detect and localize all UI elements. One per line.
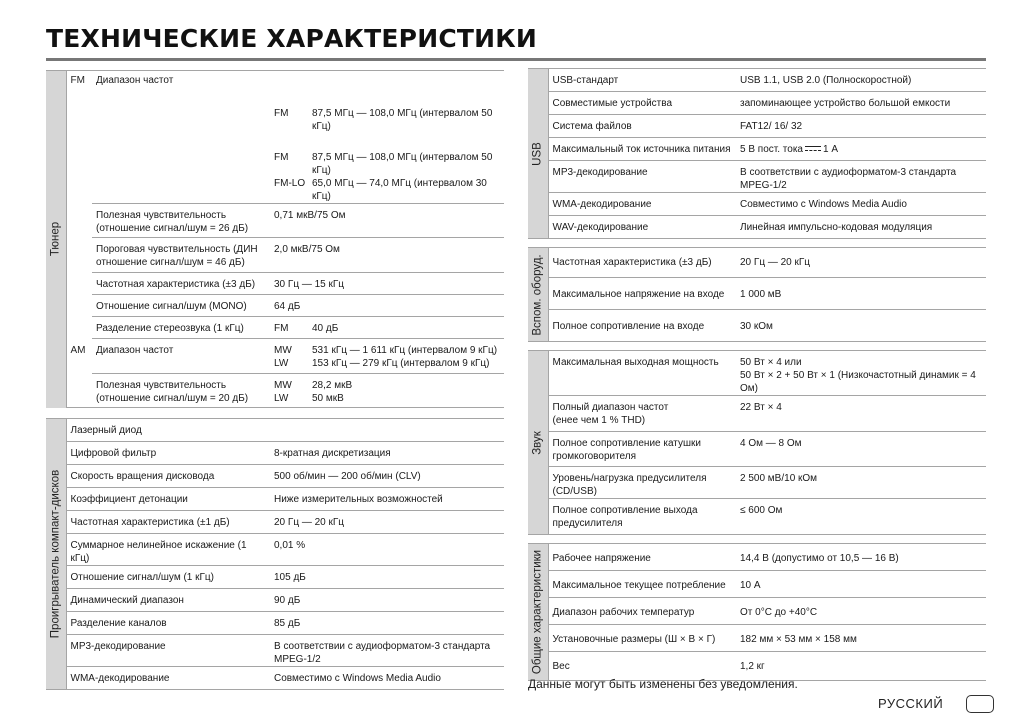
cd-group	[46, 419, 66, 690]
cd-row-label: WMA-декодирование	[66, 667, 270, 690]
usb-row-label: WMA-декодирование	[548, 193, 736, 216]
cd-row-label: Частотная характеристика (±1 дБ)	[66, 511, 270, 534]
cd-row-label: Коэффициент детонации	[66, 488, 270, 511]
full-band-value: 22 Вт × 4	[736, 396, 986, 432]
audio-group	[528, 351, 548, 535]
usb-table	[528, 68, 986, 239]
cd-row-value: 105 дБ	[270, 566, 504, 589]
aux-label: Вспом. оборуд.	[531, 253, 544, 336]
max-power-value: 50 Вт × 4 или 50 Вт × 2 + 50 Вт × 1 (Низкочастотный динамик = 4 Ом)	[736, 351, 986, 396]
full-band-label: Полный диапазон частот (енее чем 1 % THD)	[548, 396, 736, 432]
usb-row-value: USB 1.1, USB 2.0 (Полноскоростной)	[736, 69, 986, 92]
general-row-value: 182 мм × 53 мм × 158 мм	[736, 625, 986, 652]
cd-row-label: Скорость вращения дисковода	[66, 465, 270, 488]
am-freq-values: MW 531 кГц — 1 611 кГц (интервалом 9 кГц) LW 153 кГц — 279 кГц (интервалом 9 кГц)	[270, 339, 504, 373]
title-rule	[46, 58, 986, 61]
usb-row-label: WAV-декодирование	[548, 216, 736, 239]
cd-row-value: 20 Гц — 20 кГц	[270, 511, 504, 534]
usb-row-label: Система файлов	[548, 115, 736, 138]
cd-row-label: Разделение каналов	[66, 612, 270, 635]
cd-label: Проигрыватель компакт-дисков	[49, 469, 62, 639]
usb-row-label: MP3-декодирование	[548, 161, 736, 193]
fm-usable-sens-label: Полезная чувствительность (отношение сигнал/шум = 26 дБ)	[92, 204, 270, 238]
fm-stereo-label: Разделение стереозвука (1 кГц)	[92, 317, 270, 339]
fm-snr-value: 64 дБ	[270, 295, 504, 317]
aux-row-label: Максимальное напряжение на входе	[548, 278, 736, 310]
aux-row-value: 1 000 мВ	[736, 278, 986, 310]
usb-row-label: USB-стандарт	[548, 69, 736, 92]
preout-value: 2 500 мВ/10 кОм	[736, 467, 986, 499]
fm-freq-resp-value: 30 Гц — 15 кГц	[270, 273, 504, 295]
aux-row-value: 20 Гц — 20 кГц	[736, 248, 986, 278]
fm-quiet-sens-label: Пороговая чувствительность (ДИН отношение сигнал/шум = 46 дБ)	[92, 238, 270, 273]
usb-row-value: запоминающее устройство большой емкости	[736, 92, 986, 115]
fm-freq-values: FM 87,5 МГц — 108,0 МГц (интервалом 50 кГц) FM 87,5 МГц — 108,0 МГц (интервалом 50 кГц) FM-LO 65,0 МГц — 74,0 МГц (интервалом 30 кГц)	[270, 87, 504, 204]
page-number-box	[966, 695, 994, 713]
right-spec-column	[528, 68, 986, 681]
tuner-table	[46, 70, 504, 408]
usb-row-value: В соответствии с аудиоформатом-3 стандарта MPEG-1/2	[736, 161, 986, 193]
max-power-label: Максимальная выходная мощность	[548, 351, 736, 396]
cd-row-label: Динамический диапазон	[66, 589, 270, 612]
dc-symbol-icon	[805, 146, 821, 152]
fm-snr-label: Отношение сигнал/шум (MONO)	[92, 295, 270, 317]
cd-row-label: MP3-декодирование	[66, 635, 270, 667]
cd-row-label: Отношение сигнал/шум (1 кГц)	[66, 566, 270, 589]
fm-usable-sens-value: 0,71 мкВ/75 Ом	[270, 204, 504, 238]
general-row-value: 10 А	[736, 571, 986, 598]
fm-freq-resp-label: Частотная характеристика (±3 дБ)	[92, 273, 270, 295]
general-row-value: 1,2 кг	[736, 652, 986, 681]
preout-imp-value: ≤ 600 Ом	[736, 499, 986, 535]
cd-row-value: 0,01 %	[270, 534, 504, 566]
cd-row-label: Суммарное нелинейное искажение (1 кГц)	[66, 534, 270, 566]
aux-row-label: Частотная характеристика (±3 дБ)	[548, 248, 736, 278]
general-row-label: Рабочее напряжение	[548, 544, 736, 571]
aux-row-label: Полное сопротивление на входе	[548, 310, 736, 342]
preout-label: Уровень/нагрузка предусилителя (CD/USB)	[548, 467, 736, 499]
cd-row-value: 8-кратная дискретизация	[270, 442, 504, 465]
usb-group	[528, 69, 548, 239]
usb-row-label: Максимальный ток источника питания	[548, 138, 736, 161]
cd-row-value: Совместимо с Windows Media Audio	[270, 667, 504, 690]
preout-imp-label: Полное сопротивление выхода предусилителя	[548, 499, 736, 535]
impedance-value: 4 Ом — 8 Ом	[736, 432, 986, 467]
cd-row-label: Лазерный диод	[66, 419, 270, 442]
usb-power-value: 5 В пост. тока 1 А	[736, 138, 986, 161]
am-sens-label: Полезная чувствительность (отношение сигнал/шум = 20 дБ)	[92, 373, 270, 407]
aux-table	[528, 247, 986, 342]
cd-row-value: 500 об/мин — 200 об/мин (CLV)	[270, 465, 504, 488]
disclaimer-note: Данные могут быть изменены без уведомления.	[528, 677, 798, 691]
general-row-label: Вес	[548, 652, 736, 681]
general-group	[528, 544, 548, 681]
cd-row-value: 85 дБ	[270, 612, 504, 635]
general-row-label: Максимальное текущее потребление	[548, 571, 736, 598]
cd-table	[46, 418, 504, 690]
cd-row-value: 90 дБ	[270, 589, 504, 612]
left-spec-column	[46, 70, 504, 690]
usb-label: USB	[531, 141, 544, 166]
aux-group	[528, 248, 548, 342]
impedance-label: Полное сопротивление катушки громкоговорителя	[548, 432, 736, 467]
audio-table	[528, 350, 986, 535]
audio-label: Звук	[531, 430, 544, 455]
page-title: ТЕХНИЧЕСКИЕ ХАРАКТЕРИСТИКИ	[46, 24, 538, 53]
fm-stereo-value: FM 40 дБ	[270, 317, 504, 339]
usb-row-value: FAT12/ 16/ 32	[736, 115, 986, 138]
cd-row-value: В соответствии с аудиоформатом-3 стандарта MPEG-1/2	[270, 635, 504, 667]
general-table	[528, 543, 986, 681]
tuner-label: Тюнер	[49, 222, 62, 257]
fm-band: FM	[66, 71, 92, 339]
am-freq-label: Диапазон частот	[92, 339, 270, 373]
usb-row-value: Линейная импульсно-кодовая модуляция	[736, 216, 986, 239]
fm-quiet-sens-value: 2,0 мкВ/75 Ом	[270, 238, 504, 273]
cd-row-value	[270, 419, 504, 442]
general-row-label: Диапазон рабочих температур	[548, 598, 736, 625]
general-row-value: 14,4 В (допустимо от 10,5 — 16 В)	[736, 544, 986, 571]
general-label: Общие характеристики	[531, 549, 544, 675]
general-row-value: От 0°С до +40°С	[736, 598, 986, 625]
language-label: РУССКИЙ	[878, 696, 944, 711]
aux-row-value: 30 кОм	[736, 310, 986, 342]
fm-freq-label: Диапазон частот	[92, 71, 504, 88]
am-band: AM	[66, 339, 92, 408]
general-row-label: Установочные размеры (Ш × В × Г)	[548, 625, 736, 652]
cd-row-value: Ниже измерительных возможностей	[270, 488, 504, 511]
cd-row-label: Цифровой фильтр	[66, 442, 270, 465]
tuner-group	[46, 71, 66, 408]
am-sens-values: MW 28,2 мкВ LW 50 мкВ	[270, 373, 504, 407]
usb-row-label: Совместимые устройства	[548, 92, 736, 115]
usb-row-value: Совместимо с Windows Media Audio	[736, 193, 986, 216]
